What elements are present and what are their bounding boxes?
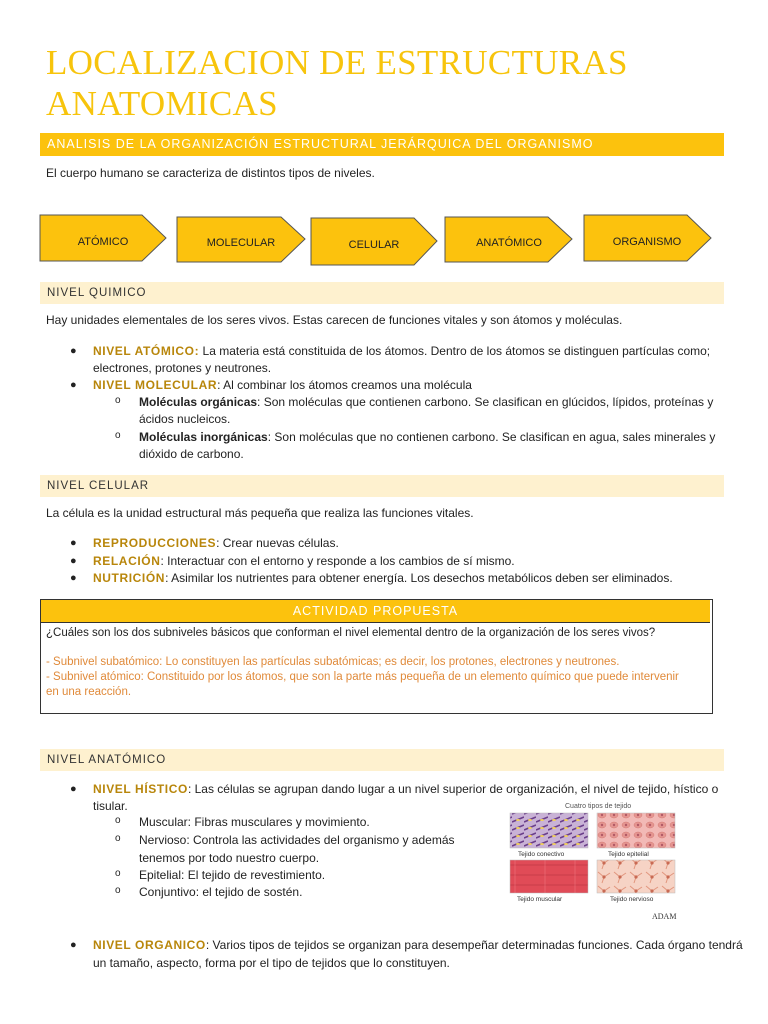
page-title: LOCALIZACION DE ESTRUCTURAS ANATOMICAS (46, 43, 628, 123)
tissue-item-nervioso: Nervioso: Controla las actividades del organismo y además (139, 833, 455, 847)
bullet-icon: ● (70, 783, 77, 795)
atomico-item (93, 343, 710, 360)
section-heading-quimico: NIVEL QUIMICO (40, 282, 724, 304)
tissue-item-epitelial: Epitelial: El tejido de revestimiento. (139, 868, 326, 882)
tissue-item-muscular: Muscular: Fibras musculares y movimiento. (139, 815, 370, 829)
atomico-keyword: NIVEL ATÓMICO: (93, 344, 200, 358)
bullet-icon: ● (70, 345, 77, 357)
figure-label-muscular: Tejido muscular (517, 896, 563, 903)
intro-text: El cuerpo humano se caracteriza de distintos tipos de niveles. (46, 166, 375, 180)
histico-text-cont: tisular. (93, 799, 128, 813)
inorganic-keyword: Moléculas inorgánicas (139, 430, 268, 444)
adam-logo: ADAM (652, 912, 677, 921)
tissue-image-nervioso (597, 860, 675, 893)
sub-bullet-icon: o (115, 868, 121, 879)
level-flow-diagram (0, 205, 768, 275)
tissue-types-figure (500, 800, 700, 922)
organico-text: : Varios tipos de tejidos se organizan para desempeñar determinadas funciones. Cada órgano tendrá (205, 938, 743, 952)
molecular-item (93, 377, 472, 394)
figure-label-conectivo: Tejido conectivo (518, 851, 565, 858)
molecular-text: : Al combinar los átomos creamos una molécula (217, 378, 472, 392)
inorganic-molecules-item (139, 429, 715, 446)
flow-label-organismo: ORGANISMO (612, 236, 682, 248)
figure-label-nervioso: Tejido nervioso (610, 896, 654, 903)
figure-label-epitelial: Tejido epitelial (608, 851, 649, 858)
atomico-text: La materia está constituida de los átomos. Dentro de los átomos se distinguen partículas como; (199, 344, 711, 358)
relacion-keyword: RELACIÓN (93, 554, 161, 568)
bullet-icon: ● (70, 537, 77, 549)
reproducciones-text: : Crear nuevas células. (216, 536, 339, 550)
nutricion-text: : Asimilar los nutrientes para obtener energía. Los desechos metabólicos deben ser eliminados. (165, 571, 673, 585)
section-heading-anatomico: NIVEL ANATÓMICO (40, 749, 724, 771)
sub-bullet-icon: o (115, 815, 121, 826)
flow-shape-anatomico (445, 217, 572, 262)
organico-item (93, 937, 743, 954)
relacion-text: : Interactuar con el entorno y responde a los cambios de sí mismo. (160, 554, 515, 568)
organico-text-cont: un tamaño, aspecto, forma por el tipo de tejidos que lo constituyen. (93, 956, 450, 970)
activity-answer-2: - Subnivel atómico: Constituido por los átomos, que son la parte más pequeña de un elemento químico que puede intervenir (46, 671, 679, 683)
flow-label-anatomico: ANATÓMICO (476, 237, 542, 249)
quimico-intro: Hay unidades elementales de los seres vivos. Estas carecen de funciones vitales y son átomos y moléculas. (46, 313, 623, 327)
tissue-image-conectivo (510, 813, 588, 848)
reproducciones-keyword: REPRODUCCIONES (93, 536, 217, 550)
celular-intro: La célula es la unidad estructural más pequeña que realiza las funciones vitales. (46, 506, 474, 520)
organico-keyword: NIVEL ORGANICO (93, 938, 206, 952)
histico-text: : Las células se agrupan dando lugar a un nivel superior de organización, el nivel de tejido, hístico o (187, 782, 719, 796)
flow-shape-organismo (584, 215, 711, 261)
tissue-image-epitelial (597, 813, 675, 848)
celular-item-reproducciones (93, 535, 339, 552)
sub-bullet-icon: o (115, 430, 121, 441)
figure-title: Cuatro tipos de tejido (565, 803, 632, 810)
flow-label-atomico: ATÓMICO (77, 236, 129, 248)
bullet-icon: ● (70, 555, 77, 567)
nutricion-keyword: NUTRICIÓN (93, 571, 166, 585)
activity-answer-1: - Subnivel subatómico: Lo constituyen las partículas subatómicas; es decir, los protones, electrones y neutrones. (46, 656, 620, 668)
bullet-icon: ● (70, 939, 77, 951)
flow-shape-molecular (177, 217, 305, 262)
flow-label-celular: CELULAR (348, 239, 400, 251)
celular-item-nutricion (93, 570, 673, 587)
activity-answer-2-cont: en una reacción. (46, 686, 132, 698)
atomico-text-cont: electrones, protones y neutrones. (93, 361, 272, 375)
organic-keyword: Moléculas orgánicas (139, 395, 258, 409)
tissue-item-nervioso-cont: tenemos por todo nuestro cuerpo. (139, 851, 320, 865)
inorganic-text: : Son moléculas que no contienen carbono. Se clasifican en agua, sales minerales y (267, 430, 716, 444)
sub-bullet-icon: o (115, 395, 121, 406)
bullet-icon: ● (70, 572, 77, 584)
tissue-item-conjuntivo: Conjuntivo: el tejido de sostén. (139, 885, 303, 899)
molecular-keyword: NIVEL MOLECULAR (93, 378, 218, 392)
celular-item-relacion (93, 553, 515, 570)
section-banner: ANALISIS DE LA ORGANIZACIÓN ESTRUCTURAL JERÁRQUICA DEL ORGANISMO (40, 133, 724, 156)
organic-text: : Son moléculas que contienen carbono. Se clasifican en glúcidos, lípidos, proteínas y (257, 395, 714, 409)
sub-bullet-icon: o (115, 833, 121, 844)
tissue-image-muscular (510, 860, 588, 893)
organic-text-cont: ácidos nucleicos. (139, 412, 231, 426)
flow-shape-celular (311, 218, 437, 265)
sub-bullet-icon: o (115, 885, 121, 896)
histico-item (93, 781, 718, 798)
bullet-icon: ● (70, 379, 77, 391)
flow-label-molecular: MOLECULAR (206, 237, 276, 249)
histico-keyword: NIVEL HÍSTICO (93, 782, 188, 796)
organic-molecules-item (139, 394, 713, 411)
activity-heading: ACTIVIDAD PROPUESTA (41, 600, 710, 623)
section-heading-celular: NIVEL CELULAR (40, 475, 724, 497)
inorganic-text-cont: dióxido de carbono. (139, 447, 244, 461)
flow-shape-atomico (40, 215, 166, 261)
activity-question: ¿Cuáles son los dos subniveles básicos que conforman el nivel elemental dentro de la organización de los seres vivos? (46, 627, 656, 639)
